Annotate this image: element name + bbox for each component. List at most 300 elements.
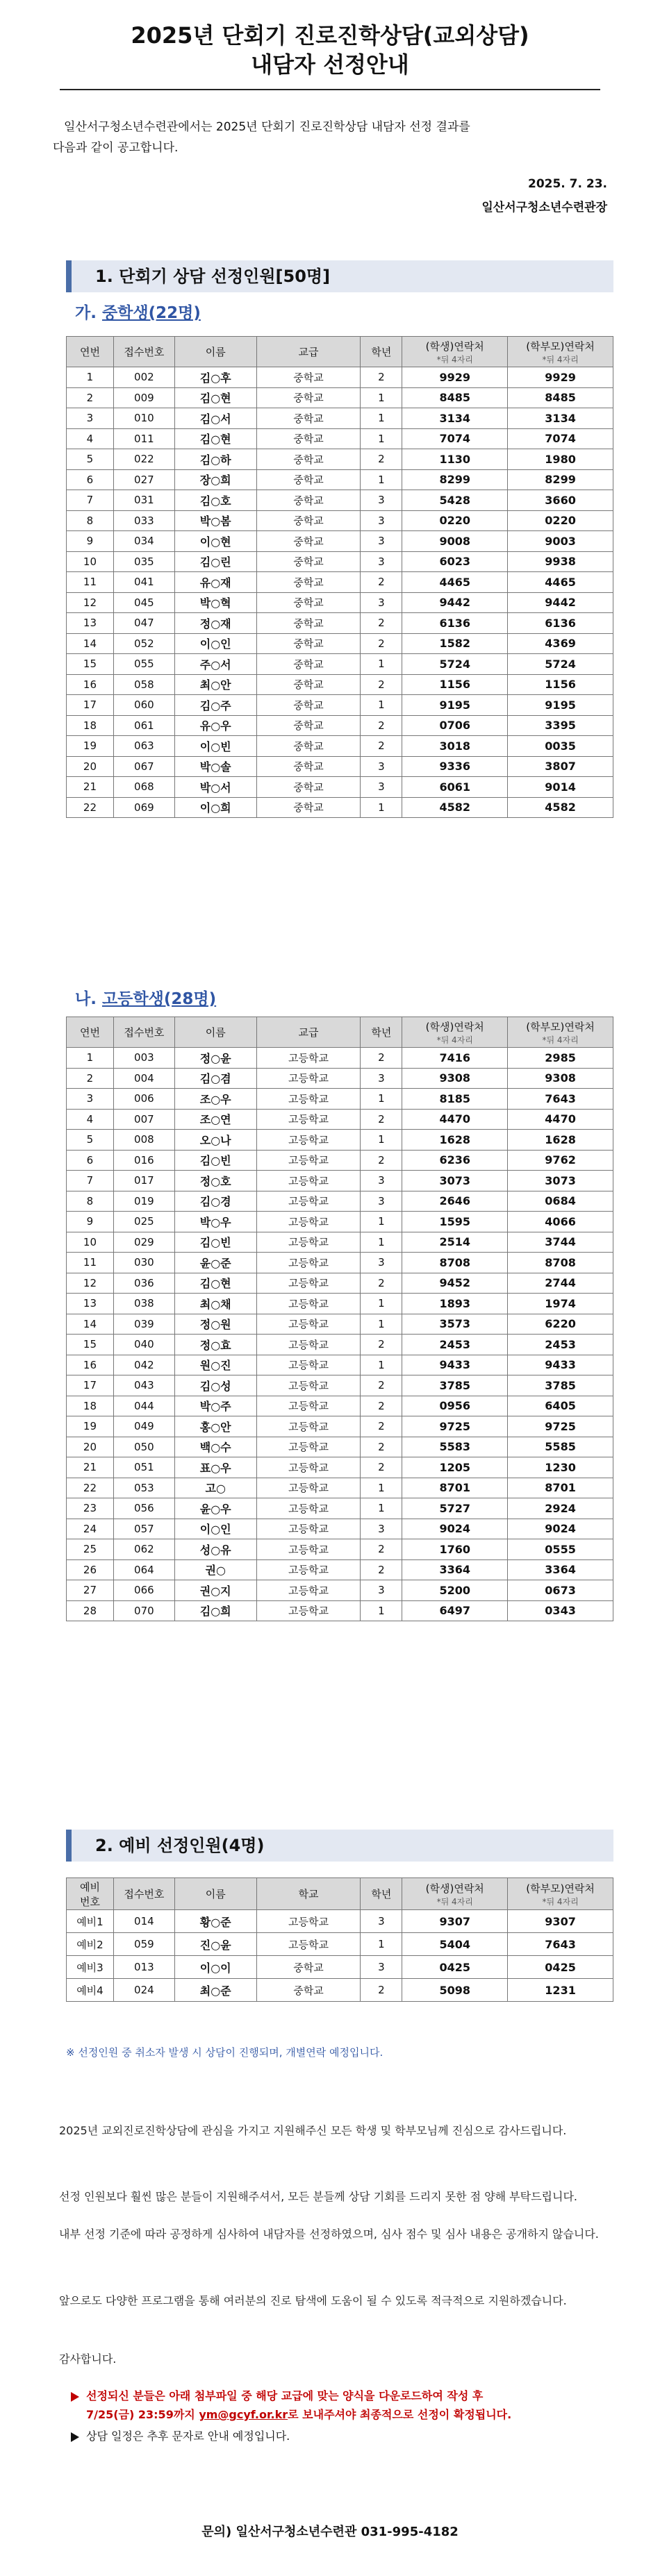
reg-number: 025 bbox=[113, 1212, 174, 1232]
name: 오○나 bbox=[174, 1130, 256, 1151]
row-no: 8 bbox=[67, 1191, 114, 1212]
row-no: 19 bbox=[67, 736, 114, 757]
table-header-row bbox=[67, 1017, 613, 1048]
reg-number: 049 bbox=[113, 1416, 174, 1437]
student-phone: 0425 bbox=[402, 1956, 508, 1979]
table-row bbox=[67, 674, 613, 695]
grade: 3 bbox=[361, 490, 402, 511]
grade: 3 bbox=[361, 1068, 402, 1089]
reg-number: 017 bbox=[113, 1171, 174, 1191]
grade: 3 bbox=[361, 1171, 402, 1191]
row-no: 예비1 bbox=[67, 1910, 114, 1933]
grade: 2 bbox=[361, 736, 402, 757]
table-row bbox=[67, 1130, 613, 1151]
reg-number: 034 bbox=[113, 531, 174, 552]
reg-number: 030 bbox=[113, 1253, 174, 1273]
reg-number: 066 bbox=[113, 1580, 174, 1601]
closing-para-2a: 선정 인원보다 훨씬 많은 분들이 지원해주셔서, 모든 분들께 상담 기회를 드리지 못한 점 양해 부탁드립니다. bbox=[59, 2190, 577, 2203]
phone-sub: *뒤 4자리 bbox=[436, 1896, 473, 1907]
student-phone: 6136 bbox=[402, 613, 508, 634]
row-no: 3 bbox=[67, 1089, 114, 1110]
school-level: 고등학교 bbox=[256, 1559, 361, 1580]
grade: 1 bbox=[361, 469, 402, 490]
row-no: 19 bbox=[67, 1416, 114, 1437]
school-level: 고등학교 bbox=[256, 1130, 361, 1151]
bullet-submission bbox=[71, 2386, 613, 2424]
student-phone: 2514 bbox=[402, 1232, 508, 1253]
school-level: 고등학교 bbox=[256, 1375, 361, 1396]
row-no: 9 bbox=[67, 1212, 114, 1232]
name: 정○효 bbox=[174, 1335, 256, 1355]
name: 김○빈 bbox=[174, 1150, 256, 1171]
reg-number: 004 bbox=[113, 1068, 174, 1089]
bullet1-deadline: 7/25(금) 23:59까지 bbox=[86, 2408, 199, 2421]
student-phone-label: (학생)연락처 bbox=[425, 340, 484, 353]
intro-line-1: 일산서구청소년수련관에서는 2025년 단회기 진로진학상담 내담자 선정 결과를 bbox=[64, 120, 470, 134]
name: 이○희 bbox=[174, 797, 256, 818]
name: 박○주 bbox=[174, 1396, 256, 1416]
parent-phone: 8485 bbox=[508, 387, 613, 408]
parent-phone: 3660 bbox=[508, 490, 613, 511]
reg-number: 060 bbox=[113, 695, 174, 716]
table-row bbox=[67, 1232, 613, 1253]
parent-phone: 9308 bbox=[508, 1068, 613, 1089]
school-level: 중학교 bbox=[256, 531, 361, 552]
grade: 1 bbox=[361, 1232, 402, 1253]
issuer: 일산서구청소년수련관장 bbox=[481, 201, 607, 215]
name: 김○희 bbox=[174, 1600, 256, 1621]
parent-phone-label: (학부모)연락처 bbox=[526, 340, 595, 353]
reg-number: 062 bbox=[113, 1539, 174, 1560]
student-phone: 3134 bbox=[402, 408, 508, 429]
col-reg: 접수번호 bbox=[113, 1878, 174, 1910]
col-school: 교급 bbox=[256, 337, 361, 367]
row-no: 18 bbox=[67, 715, 114, 736]
school-level: 중학교 bbox=[256, 613, 361, 634]
reg-number: 027 bbox=[113, 469, 174, 490]
row-no: 15 bbox=[67, 654, 114, 675]
parent-phone: 9938 bbox=[508, 551, 613, 572]
row-no: 22 bbox=[67, 1478, 114, 1498]
grade: 2 bbox=[361, 1559, 402, 1580]
name: 박○솔 bbox=[174, 756, 256, 777]
reg-number: 047 bbox=[113, 613, 174, 634]
table-row bbox=[67, 408, 613, 429]
reg-number: 057 bbox=[113, 1519, 174, 1539]
spare-table bbox=[66, 1877, 613, 2002]
name: 최○준 bbox=[174, 1979, 256, 2002]
reg-number: 063 bbox=[113, 736, 174, 757]
table-row bbox=[67, 797, 613, 818]
parent-phone: 0035 bbox=[508, 736, 613, 757]
table-header-row bbox=[67, 1878, 613, 1910]
col-student-phone bbox=[402, 337, 508, 367]
student-phone: 9336 bbox=[402, 756, 508, 777]
student-phone: 8185 bbox=[402, 1089, 508, 1110]
contact-info: 문의) 일산서구청소년수련관 031-995-4182 bbox=[201, 2525, 459, 2539]
row-no: 5 bbox=[67, 449, 114, 470]
table-row bbox=[67, 1979, 613, 2002]
table-row bbox=[67, 1171, 613, 1191]
red-triangle-icon bbox=[71, 2392, 79, 2402]
student-phone: 4582 bbox=[402, 797, 508, 818]
name: 이○빈 bbox=[174, 736, 256, 757]
name: 김○빈 bbox=[174, 1232, 256, 1253]
reg-number: 024 bbox=[113, 1979, 174, 2002]
student-phone: 9929 bbox=[402, 367, 508, 388]
phone-sub: *뒤 4자리 bbox=[436, 354, 473, 365]
bullet2-text: 상담 일정은 추후 문자로 안내 예정입니다. bbox=[86, 2429, 290, 2443]
reg-number: 058 bbox=[113, 674, 174, 695]
student-phone: 5724 bbox=[402, 654, 508, 675]
page-title bbox=[0, 0, 660, 79]
col-student-phone bbox=[402, 1878, 508, 1910]
parent-phone: 3134 bbox=[508, 408, 613, 429]
name: 김○린 bbox=[174, 551, 256, 572]
row-no: 14 bbox=[67, 1314, 114, 1335]
table-row bbox=[67, 1068, 613, 1089]
student-phone: 1582 bbox=[402, 633, 508, 654]
phone-sub: *뒤 4자리 bbox=[542, 1896, 579, 1907]
parent-phone: 9929 bbox=[508, 367, 613, 388]
row-no: 20 bbox=[67, 1437, 114, 1457]
col-school: 학교 bbox=[256, 1878, 361, 1910]
grade: 2 bbox=[361, 572, 402, 593]
closing-thanks: 감사합니다. bbox=[59, 2352, 117, 2366]
school-level: 고등학교 bbox=[256, 1437, 361, 1457]
table-row bbox=[67, 1539, 613, 1560]
row-no: 16 bbox=[67, 1355, 114, 1375]
parent-phone: 1230 bbox=[508, 1457, 613, 1478]
grade: 1 bbox=[361, 797, 402, 818]
parent-phone: 6405 bbox=[508, 1396, 613, 1416]
grade: 3 bbox=[361, 756, 402, 777]
name: 박○봄 bbox=[174, 510, 256, 531]
row-no: 21 bbox=[67, 1457, 114, 1478]
parent-phone: 3364 bbox=[508, 1559, 613, 1580]
student-phone: 8299 bbox=[402, 469, 508, 490]
parent-phone: 1974 bbox=[508, 1294, 613, 1314]
school-level: 중학교 bbox=[256, 572, 361, 593]
grade: 3 bbox=[361, 1580, 402, 1601]
grade: 1 bbox=[361, 1089, 402, 1110]
spare-no-line1: 예비 bbox=[79, 1880, 100, 1893]
student-phone: 2646 bbox=[402, 1191, 508, 1212]
name: 김○현 bbox=[174, 428, 256, 449]
row-no: 27 bbox=[67, 1580, 114, 1601]
school-level: 고등학교 bbox=[256, 1396, 361, 1416]
table-row bbox=[67, 1335, 613, 1355]
middle-subheading bbox=[75, 300, 201, 323]
table-row bbox=[67, 592, 613, 613]
school-level: 고등학교 bbox=[256, 1253, 361, 1273]
school-level: 중학교 bbox=[256, 428, 361, 449]
school-level: 중학교 bbox=[256, 654, 361, 675]
row-no: 2 bbox=[67, 1068, 114, 1089]
parent-phone: 3395 bbox=[508, 715, 613, 736]
table-row bbox=[67, 531, 613, 552]
school-level: 고등학교 bbox=[256, 1600, 361, 1621]
parent-phone: 6220 bbox=[508, 1314, 613, 1335]
school-level: 고등학교 bbox=[256, 1539, 361, 1560]
school-level: 고등학교 bbox=[256, 1089, 361, 1110]
student-phone: 3073 bbox=[402, 1171, 508, 1191]
name: 원○진 bbox=[174, 1355, 256, 1375]
row-no: 20 bbox=[67, 756, 114, 777]
school-level: 고등학교 bbox=[256, 1314, 361, 1335]
parent-phone: 2453 bbox=[508, 1335, 613, 1355]
name: 김○현 bbox=[174, 1273, 256, 1294]
grade: 3 bbox=[361, 1519, 402, 1539]
school-level: 고등학교 bbox=[256, 1191, 361, 1212]
school-level: 중학교 bbox=[256, 777, 361, 798]
row-no: 2 bbox=[67, 387, 114, 408]
row-no: 1 bbox=[67, 1048, 114, 1069]
reg-number: 039 bbox=[113, 1314, 174, 1335]
row-no: 21 bbox=[67, 777, 114, 798]
school-level: 고등학교 bbox=[256, 1457, 361, 1478]
school-level: 중학교 bbox=[256, 756, 361, 777]
row-no: 6 bbox=[67, 1150, 114, 1171]
parent-phone: 9307 bbox=[508, 1910, 613, 1933]
name: 최○안 bbox=[174, 674, 256, 695]
student-phone: 1130 bbox=[402, 449, 508, 470]
row-no: 예비2 bbox=[67, 1933, 114, 1956]
reg-number: 043 bbox=[113, 1375, 174, 1396]
table-row bbox=[67, 1910, 613, 1933]
table-row bbox=[67, 469, 613, 490]
student-phone: 3785 bbox=[402, 1375, 508, 1396]
col-name: 이름 bbox=[174, 1017, 256, 1048]
row-no: 예비4 bbox=[67, 1979, 114, 2002]
table-row bbox=[67, 736, 613, 757]
reg-number: 016 bbox=[113, 1150, 174, 1171]
grade: 1 bbox=[361, 1355, 402, 1375]
table-row bbox=[67, 1273, 613, 1294]
table-row bbox=[67, 1396, 613, 1416]
name: 권○지 bbox=[174, 1580, 256, 1601]
school-level: 고등학교 bbox=[256, 1416, 361, 1437]
name: 성○유 bbox=[174, 1539, 256, 1560]
reg-number: 051 bbox=[113, 1457, 174, 1478]
grade: 2 bbox=[361, 1273, 402, 1294]
table-row bbox=[67, 490, 613, 511]
school-level: 중학교 bbox=[256, 1956, 361, 1979]
reg-number: 029 bbox=[113, 1232, 174, 1253]
reg-number: 064 bbox=[113, 1559, 174, 1580]
grade: 1 bbox=[361, 1294, 402, 1314]
reg-number: 036 bbox=[113, 1273, 174, 1294]
table-row bbox=[67, 1437, 613, 1457]
table-row bbox=[67, 1048, 613, 1069]
grade: 1 bbox=[361, 1933, 402, 1956]
table-header-row bbox=[67, 337, 613, 367]
col-grade: 학년 bbox=[361, 337, 402, 367]
student-phone: 1893 bbox=[402, 1294, 508, 1314]
grade: 3 bbox=[361, 510, 402, 531]
school-level: 중학교 bbox=[256, 592, 361, 613]
table-row bbox=[67, 1212, 613, 1232]
grade: 1 bbox=[361, 695, 402, 716]
student-phone: 0956 bbox=[402, 1396, 508, 1416]
grade: 1 bbox=[361, 1600, 402, 1621]
col-grade: 학년 bbox=[361, 1878, 402, 1910]
school-level: 중학교 bbox=[256, 408, 361, 429]
high-label: 고등학생(28명) bbox=[101, 990, 217, 1008]
parent-phone: 6136 bbox=[508, 613, 613, 634]
grade: 2 bbox=[361, 1457, 402, 1478]
table-row bbox=[67, 756, 613, 777]
name: 김○서 bbox=[174, 408, 256, 429]
section1-heading: 1. 단회기 상담 선정인원[50명] bbox=[66, 260, 613, 292]
student-phone: 2453 bbox=[402, 1335, 508, 1355]
parent-phone: 0425 bbox=[508, 1956, 613, 1979]
student-phone: 6061 bbox=[402, 777, 508, 798]
grade: 1 bbox=[361, 428, 402, 449]
school-level: 고등학교 bbox=[256, 1232, 361, 1253]
school-level: 중학교 bbox=[256, 715, 361, 736]
reg-number: 061 bbox=[113, 715, 174, 736]
bullet-schedule bbox=[71, 2427, 613, 2445]
parent-phone: 2985 bbox=[508, 1048, 613, 1069]
bullet1-line1: 선정되신 분들은 아래 첨부파일 중 해당 교급에 맞는 양식을 다운로드하여 작성 후 bbox=[86, 2389, 484, 2402]
parent-phone: 4465 bbox=[508, 572, 613, 593]
student-phone: 3364 bbox=[402, 1559, 508, 1580]
table-row bbox=[67, 1253, 613, 1273]
parent-phone: 3744 bbox=[508, 1232, 613, 1253]
student-phone: 9433 bbox=[402, 1355, 508, 1375]
table-row bbox=[67, 1933, 613, 1956]
school-level: 고등학교 bbox=[256, 1212, 361, 1232]
col-name: 이름 bbox=[174, 1878, 256, 1910]
closing-para-1: 2025년 교외진로진학상담에 관심을 가지고 지원해주신 모든 학생 및 학부모님께 진심으로 감사드립니다. bbox=[59, 2124, 567, 2137]
school-level: 고등학교 bbox=[256, 1355, 361, 1375]
col-reg: 접수번호 bbox=[113, 337, 174, 367]
school-level: 고등학교 bbox=[256, 1273, 361, 1294]
name: 고○ bbox=[174, 1478, 256, 1498]
parent-phone: 4582 bbox=[508, 797, 613, 818]
student-phone: 1628 bbox=[402, 1130, 508, 1151]
student-phone: 7074 bbox=[402, 428, 508, 449]
student-phone: 8485 bbox=[402, 387, 508, 408]
reg-number: 019 bbox=[113, 1191, 174, 1212]
table-row bbox=[67, 1294, 613, 1314]
grade: 1 bbox=[361, 1478, 402, 1498]
student-phone: 4465 bbox=[402, 572, 508, 593]
name: 권○ bbox=[174, 1559, 256, 1580]
student-phone: 9307 bbox=[402, 1910, 508, 1933]
row-no: 11 bbox=[67, 572, 114, 593]
student-phone: 9442 bbox=[402, 592, 508, 613]
school-level: 중학교 bbox=[256, 449, 361, 470]
school-level: 고등학교 bbox=[256, 1068, 361, 1089]
table-row bbox=[67, 1314, 613, 1335]
issue-date: 2025. 7. 23. bbox=[527, 177, 607, 191]
grade: 2 bbox=[361, 1048, 402, 1069]
reg-number: 011 bbox=[113, 428, 174, 449]
reg-number: 044 bbox=[113, 1396, 174, 1416]
table-row bbox=[67, 367, 613, 388]
grade: 2 bbox=[361, 1396, 402, 1416]
table-row bbox=[67, 715, 613, 736]
school-level: 중학교 bbox=[256, 490, 361, 511]
reg-number: 009 bbox=[113, 387, 174, 408]
table-row bbox=[67, 777, 613, 798]
reg-number: 008 bbox=[113, 1130, 174, 1151]
high-subheading bbox=[75, 986, 216, 1009]
name: 유○우 bbox=[174, 715, 256, 736]
table-row bbox=[67, 613, 613, 634]
school-level: 고등학교 bbox=[256, 1580, 361, 1601]
student-phone: 3018 bbox=[402, 736, 508, 757]
student-phone: 5404 bbox=[402, 1933, 508, 1956]
student-phone: 4470 bbox=[402, 1109, 508, 1130]
grade: 2 bbox=[361, 715, 402, 736]
reg-number: 014 bbox=[113, 1910, 174, 1933]
student-phone: 5428 bbox=[402, 490, 508, 511]
table-row bbox=[67, 1478, 613, 1498]
reg-number: 055 bbox=[113, 654, 174, 675]
school-level: 고등학교 bbox=[256, 1171, 361, 1191]
grade: 1 bbox=[361, 1212, 402, 1232]
name: 이○인 bbox=[174, 1519, 256, 1539]
student-phone: 5200 bbox=[402, 1580, 508, 1601]
name: 이○인 bbox=[174, 633, 256, 654]
row-no: 4 bbox=[67, 1109, 114, 1130]
reg-number: 040 bbox=[113, 1335, 174, 1355]
grade: 3 bbox=[361, 592, 402, 613]
parent-phone: 5585 bbox=[508, 1437, 613, 1457]
row-no: 24 bbox=[67, 1519, 114, 1539]
parent-phone: 3785 bbox=[508, 1375, 613, 1396]
grade: 1 bbox=[361, 387, 402, 408]
section2-heading: 2. 예비 선정인원(4명) bbox=[66, 1830, 613, 1862]
row-no: 12 bbox=[67, 592, 114, 613]
middle-school-table bbox=[66, 336, 613, 818]
parent-phone: 8299 bbox=[508, 469, 613, 490]
table-row bbox=[67, 1416, 613, 1437]
grade: 2 bbox=[361, 613, 402, 634]
parent-phone: 9442 bbox=[508, 592, 613, 613]
school-level: 고등학교 bbox=[256, 1109, 361, 1130]
row-no: 1 bbox=[67, 367, 114, 388]
email-link[interactable]: ym@gcyf.or.kr bbox=[199, 2408, 288, 2421]
grade: 3 bbox=[361, 1253, 402, 1273]
student-phone: 3573 bbox=[402, 1314, 508, 1335]
grade: 1 bbox=[361, 408, 402, 429]
name: 홍○안 bbox=[174, 1416, 256, 1437]
col-reg: 접수번호 bbox=[113, 1017, 174, 1048]
title-line-2: 내담자 선정안내 bbox=[251, 51, 409, 78]
student-phone: 6023 bbox=[402, 551, 508, 572]
spare-no-line2: 번호 bbox=[79, 1895, 100, 1908]
reg-number: 069 bbox=[113, 797, 174, 818]
student-phone: 1760 bbox=[402, 1539, 508, 1560]
parent-phone: 9762 bbox=[508, 1150, 613, 1171]
parent-phone: 2744 bbox=[508, 1273, 613, 1294]
student-phone: 9725 bbox=[402, 1416, 508, 1437]
col-no: 연번 bbox=[67, 1017, 114, 1048]
parent-phone-label: (학부모)연락처 bbox=[526, 1020, 595, 1033]
student-phone: 8701 bbox=[402, 1478, 508, 1498]
middle-label: 중학생(22명) bbox=[101, 304, 201, 322]
row-no: 6 bbox=[67, 469, 114, 490]
student-phone: 9008 bbox=[402, 531, 508, 552]
student-phone: 5727 bbox=[402, 1498, 508, 1519]
table-row bbox=[67, 1580, 613, 1601]
school-level: 고등학교 bbox=[256, 1519, 361, 1539]
parent-phone: 7643 bbox=[508, 1933, 613, 1956]
